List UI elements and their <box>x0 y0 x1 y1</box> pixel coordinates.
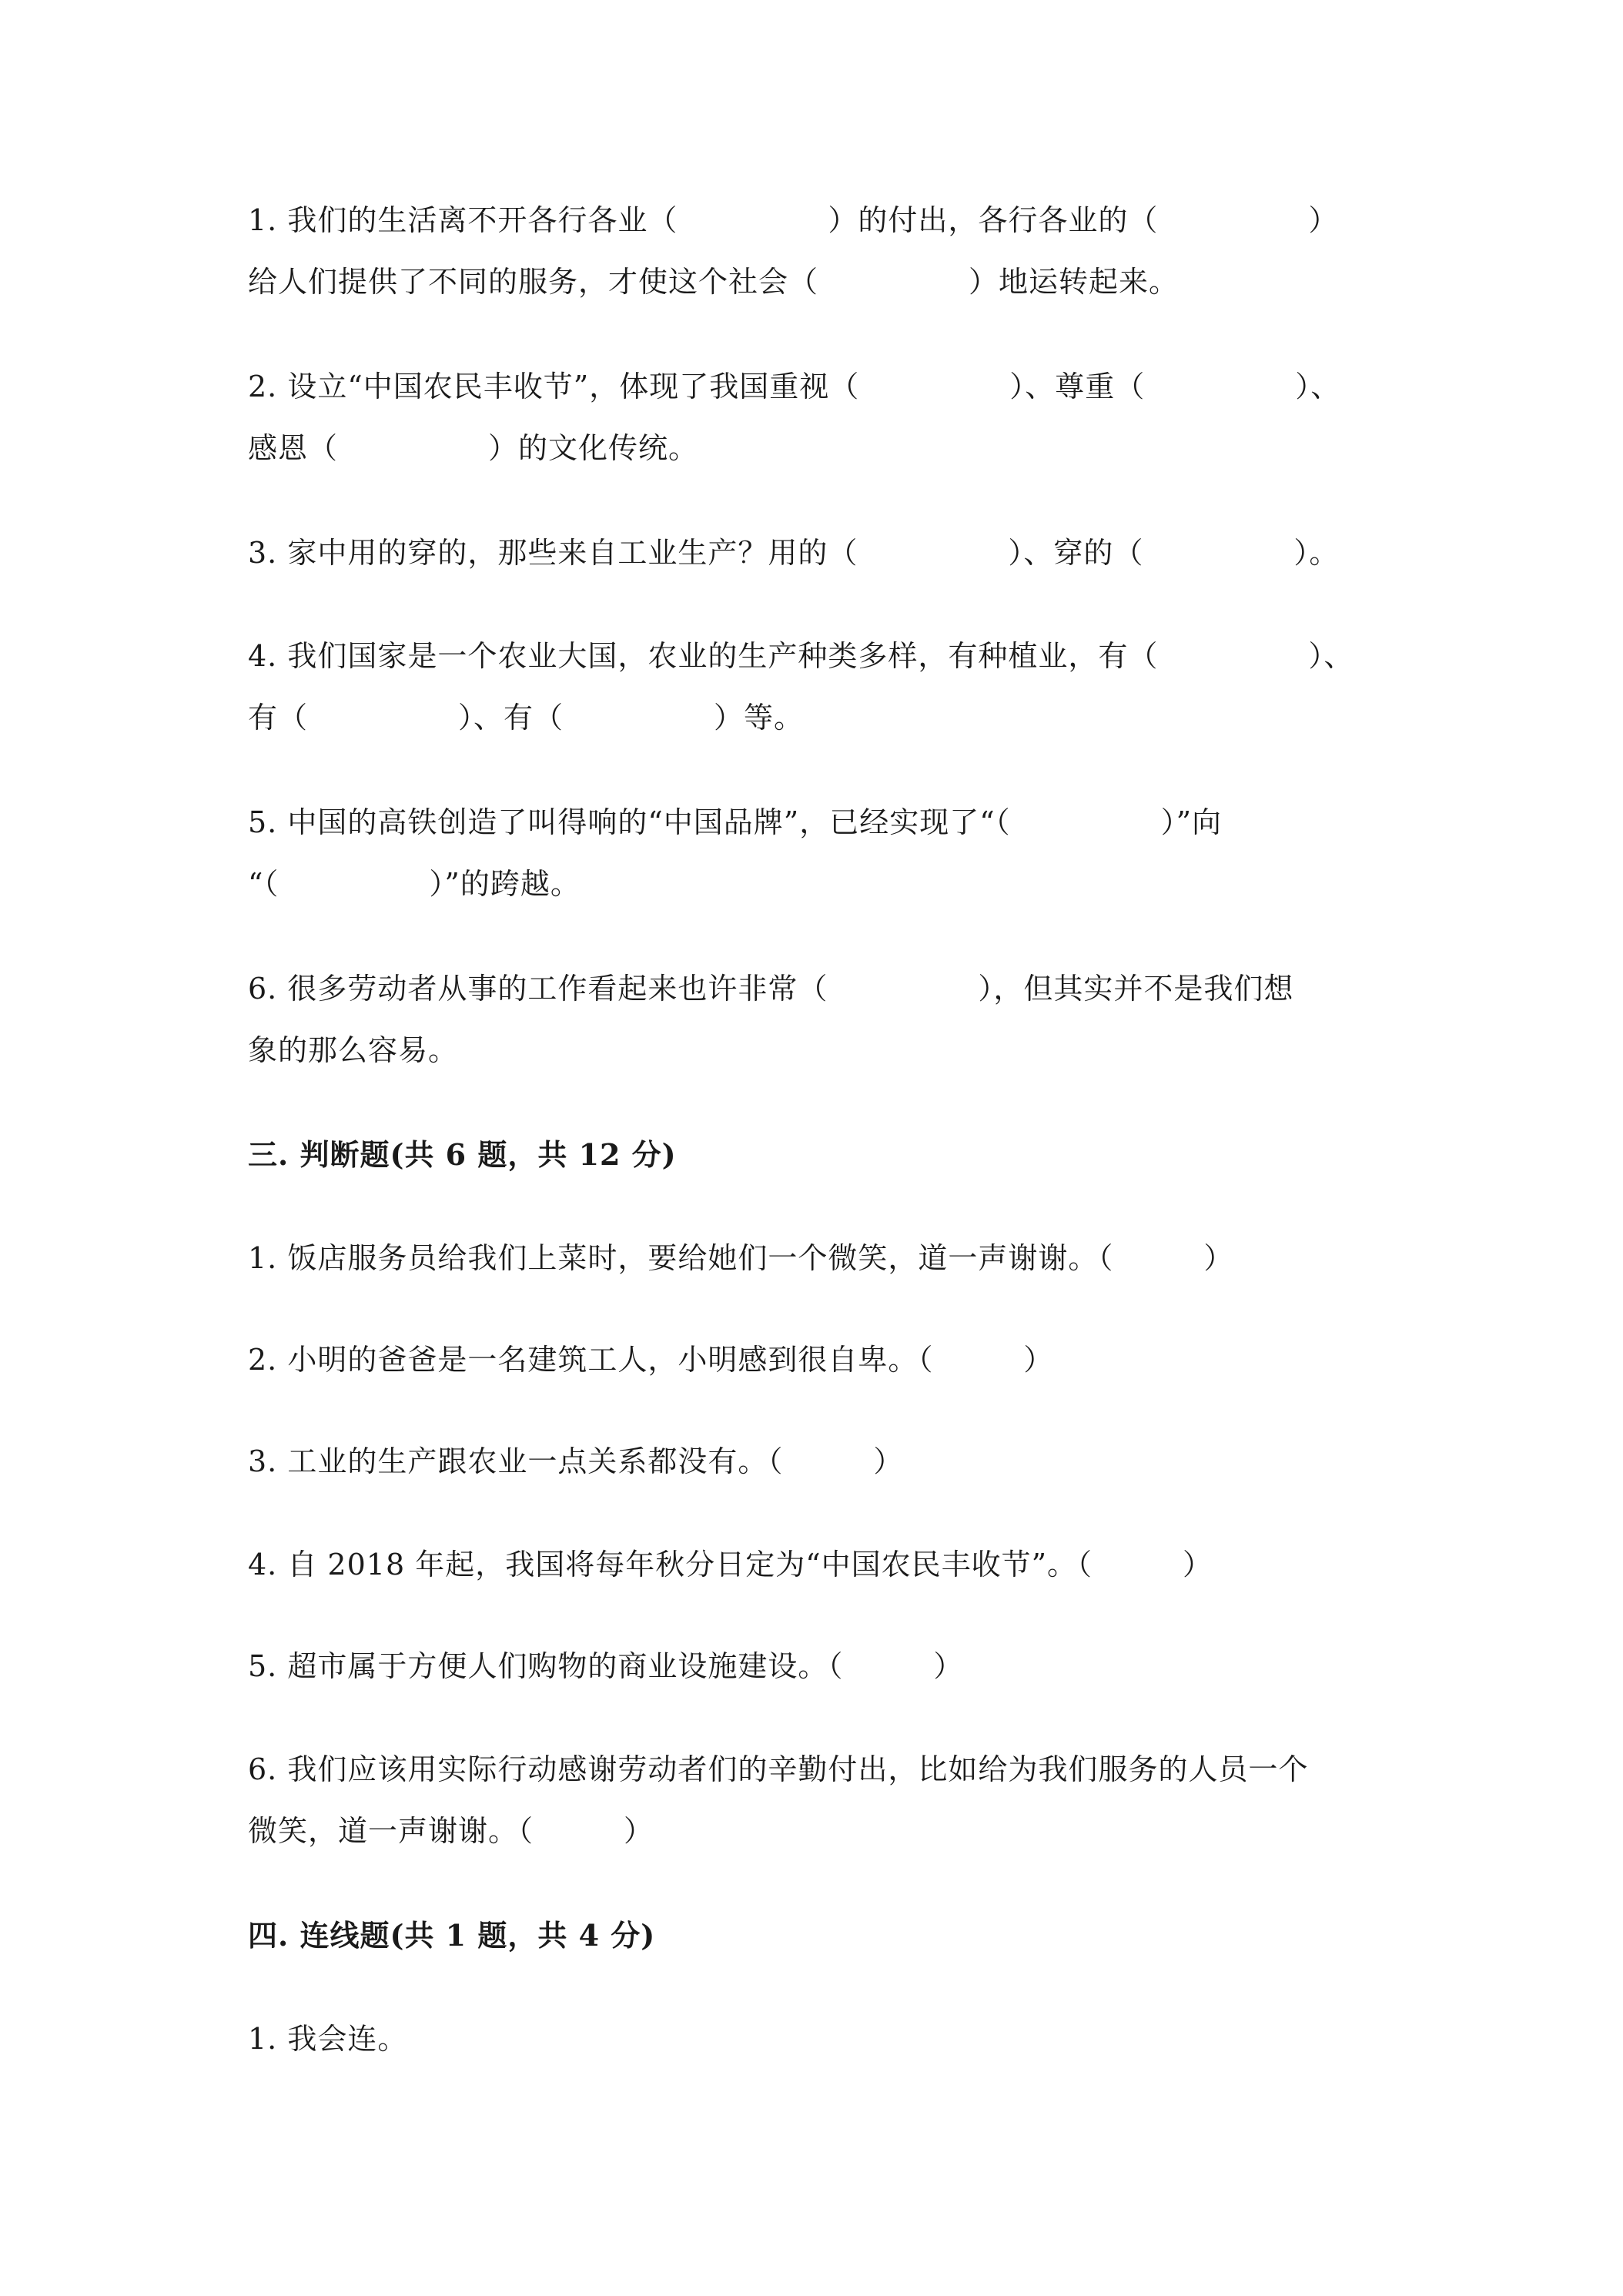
fill-q2-line2: 感恩（ ）的文化传统。 <box>248 431 699 465</box>
judge-q6-line1: 6. 我们应该用实际行动感谢劳动者们的辛勤付出，比如给为我们服务的人员一个 <box>248 1752 1309 1786</box>
match-q1: 1. 我会连。 <box>248 2022 408 2056</box>
fill-q3-line1: 3. 家中用的穿的，那些来自工业生产？用的（ ）、穿的（ ）。 <box>248 536 1340 570</box>
fill-q1-line1: 1. 我们的生活离不开各行各业（ ）的付出，各行各业的（ ） <box>248 203 1339 237</box>
section4-heading: 四. 连线题(共 1 题，共 4 分) <box>248 1918 656 1953</box>
fill-q5-line2: “（ ）”的跨越。 <box>248 867 581 901</box>
fill-q2-line1: 2. 设立“中国农民丰收节”，体现了我国重视（ ）、尊重（ ）、 <box>248 370 1341 403</box>
fill-q4-line1: 4. 我们国家是一个农业大国，农业的生产种类多样，有种植业，有（ ）、 <box>248 639 1354 673</box>
judge-q1: 1. 饭店服务员给我们上菜时，要给她们一个微笑，道一声谢谢。（ ） <box>248 1241 1234 1275</box>
judge-q3: 3. 工业的生产跟农业一点关系都没有。（ ） <box>248 1444 904 1478</box>
fill-q6-line1: 6. 很多劳动者从事的工作看起来也许非常（ ），但其实并不是我们想 <box>248 972 1294 1006</box>
judge-q5: 5. 超市属于方便人们购物的商业设施建设。（ ） <box>248 1649 964 1683</box>
fill-q6-line2: 象的那么容易。 <box>248 1033 459 1067</box>
judge-q2: 2. 小明的爸爸是一名建筑工人，小明感到很自卑。（ ） <box>248 1343 1054 1377</box>
judge-q4: 4. 自 2018 年起，我国将每年秋分日定为“中国农民丰收节”。（ ） <box>248 1548 1213 1581</box>
judge-q6-line2: 微笑，道一声谢谢。（ ） <box>248 1814 654 1848</box>
fill-q1-line2: 给人们提供了不同的服务，才使这个社会（ ）地运转起来。 <box>248 265 1180 299</box>
fill-q5-line1: 5. 中国的高铁创造了叫得响的“中国品牌”，已经实现了“（ ）”向 <box>248 805 1223 839</box>
fill-q4-line2: 有（ ）、有（ ）等。 <box>248 701 805 735</box>
section3-heading: 三. 判断题(共 6 题，共 12 分) <box>248 1137 677 1172</box>
